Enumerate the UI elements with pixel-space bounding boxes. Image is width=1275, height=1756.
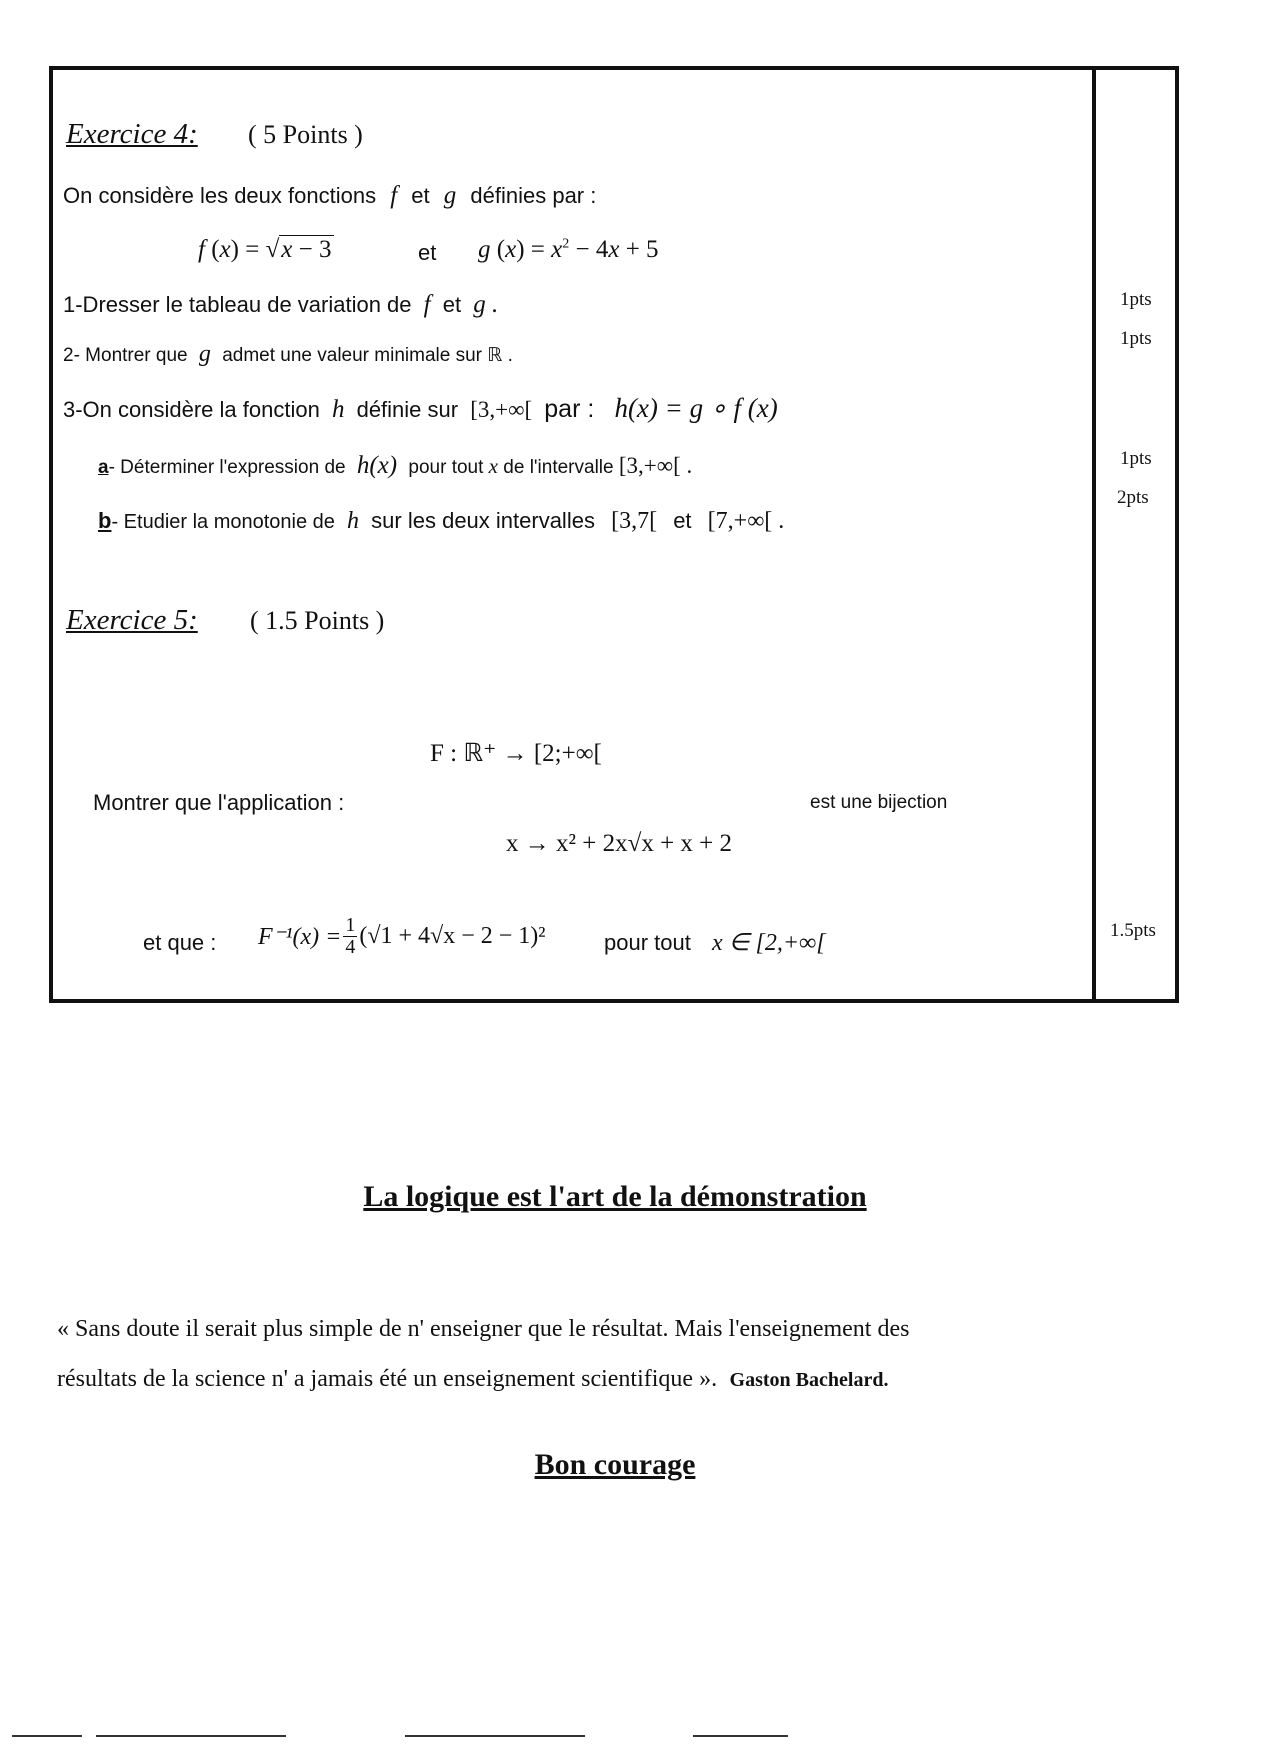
quote-author: Gaston Bachelard. [729,1369,889,1391]
map-tail: est une bijection [810,792,948,813]
question-3a: a- Déterminer l'expression de h(x) pour tout x de l'intervalle [3,+∞[ . [98,452,693,479]
motto-heading: La logique est l'art de la démonstration [363,1180,867,1213]
map-line2: x → x² + 2x√x + x + 2 [506,830,733,857]
bottom-rule [12,1735,82,1737]
exercise5-title: Exercice 5: [66,604,198,636]
inverse-domain: x ∈ [2,+∞[ [712,930,826,956]
bottom-rule [405,1735,585,1737]
question-1: 1-Dresser le tableau de variation de f et g . [63,291,499,318]
exercise5-points: ( 1.5 Points ) [250,606,385,635]
score-q1: 1pts [1120,289,1152,310]
quote-line2-row [57,1366,888,1393]
score-column [1092,66,1179,1003]
score-q3b: 2pts [1117,487,1149,508]
score-q3a: 1pts [1120,448,1152,469]
question-3b: b- Etudier la monotonie de h sur les deux intervalles [3,7[ et [7,+∞[ . [98,508,785,534]
quote-line1: « Sans doute il serait plus simple de n' enseigner que le résultat. Mais l'enseignement des [57,1316,910,1342]
definition-et: et [418,240,437,265]
closing-heading: Bon courage [534,1448,696,1481]
bottom-rule [96,1735,286,1737]
question-3: 3-On considère la fonction h définie sur [3,+∞[ par : h(x) = g ∘ f (x) [63,393,778,423]
score-ex5: 1.5pts [1110,920,1156,941]
map-lead: Montrer que l'application : [93,790,345,815]
and-that-label: et que : [143,930,217,955]
inverse-formula: F⁻¹(x) = $\frac{1}{4}$ (√1 + 4√x − 2 − 1)² [258,914,546,958]
quote-line2: résultats de la science n' a jamais été un enseignement scientifique ». [57,1366,718,1392]
question-2: 2- Montrer que g admet une valeur minimale sur ℝ . [63,341,513,367]
function-f-definition: f (x) = √x − 3 [198,236,332,263]
exercise4-points: ( 5 Points ) [248,120,363,149]
for-all-label: pour tout [604,930,691,955]
inverse-fraction: $\frac{1}{4}$ [345,914,356,958]
exercise4-title: Exercice 4: [66,118,198,150]
exercise4-intro: On considère les deux fonctions f et g définies par : [63,182,597,209]
score-q2: 1pts [1120,328,1152,349]
function-g-definition: g $(x) = x^2 - 4x + 5$ [478,236,659,263]
bottom-rule [693,1735,788,1737]
map-line1: F : ℝ⁺ → [2;+∞[ [430,740,602,767]
